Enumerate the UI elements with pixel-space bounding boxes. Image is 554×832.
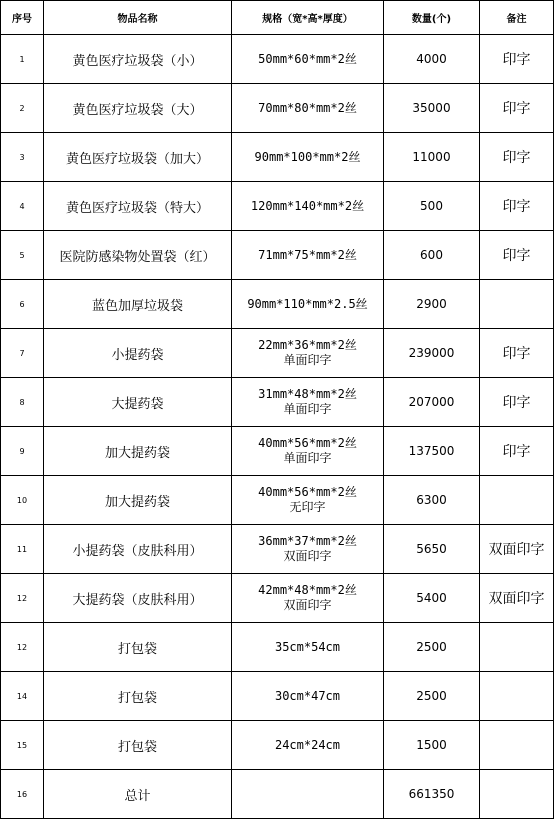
row-number: 15 <box>1 721 44 770</box>
spec-dimensions: 71mm*75*mm*2丝 <box>258 247 357 262</box>
remark: 印字 <box>480 427 554 476</box>
item-name: 黄色医疗垃圾袋（大） <box>44 84 232 133</box>
spec-dimensions: 90mm*100*mm*2丝 <box>254 149 361 164</box>
header-note: 备注 <box>480 1 554 35</box>
remark <box>480 476 554 525</box>
remark: 印字 <box>480 231 554 280</box>
item-name: 大提药袋（皮肤科用） <box>44 574 232 623</box>
spec-cell <box>232 133 384 182</box>
item-name: 打包袋 <box>44 721 232 770</box>
spec-dimensions: 70mm*80*mm*2丝 <box>258 100 357 115</box>
table-row <box>1 133 554 182</box>
table-row <box>1 525 554 574</box>
remark: 双面印字 <box>480 574 554 623</box>
table-row <box>1 427 554 476</box>
row-number: 11 <box>1 525 44 574</box>
quantity: 5400 <box>384 574 480 623</box>
row-number: 9 <box>1 427 44 476</box>
spec-dimensions: 50mm*60*mm*2丝 <box>258 51 357 66</box>
quantity: 2500 <box>384 672 480 721</box>
remark: 印字 <box>480 133 554 182</box>
header-qty: 数量(个) <box>384 1 480 35</box>
spec-cell <box>232 182 384 231</box>
item-name: 总计 <box>44 770 232 819</box>
item-name: 蓝色加厚垃圾袋 <box>44 280 232 329</box>
item-name: 加大提药袋 <box>44 427 232 476</box>
spec-dimensions: 36mm*37*mm*2丝 <box>258 534 357 548</box>
table-row <box>1 84 554 133</box>
quantity: 207000 <box>384 378 480 427</box>
spec-dimensions: 31mm*48*mm*2丝 <box>258 387 357 401</box>
quantity: 2900 <box>384 280 480 329</box>
table-body <box>1 35 554 819</box>
row-number: 5 <box>1 231 44 280</box>
row-number: 10 <box>1 476 44 525</box>
spec-cell <box>232 672 384 721</box>
spec-dimensions: 22mm*36*mm*2丝 <box>258 338 357 352</box>
header-no: 序号 <box>1 1 44 35</box>
row-number: 1 <box>1 35 44 84</box>
spec-cell <box>232 280 384 329</box>
item-name: 黄色医疗垃圾袋（小） <box>44 35 232 84</box>
spec-dimensions: 30cm*47cm <box>274 688 341 703</box>
item-name: 黄色医疗垃圾袋（加大） <box>44 133 232 182</box>
remark: 双面印字 <box>480 525 554 574</box>
quantity: 6300 <box>384 476 480 525</box>
table-row <box>1 182 554 231</box>
row-number: 12 <box>1 623 44 672</box>
spec-print-note: 单面印字 <box>283 402 332 416</box>
table-row <box>1 672 554 721</box>
quantity: 35000 <box>384 84 480 133</box>
remark: 印字 <box>480 84 554 133</box>
remark <box>480 280 554 329</box>
row-number: 14 <box>1 672 44 721</box>
item-name: 加大提药袋 <box>44 476 232 525</box>
table-row <box>1 35 554 84</box>
spec-dimensions: 42mm*48*mm*2丝 <box>258 583 357 597</box>
spec-cell <box>232 329 384 378</box>
row-number: 12 <box>1 574 44 623</box>
row-number: 2 <box>1 84 44 133</box>
spec-dimensions: 90mm*110*mm*2.5丝 <box>247 296 368 311</box>
spec-dimensions: 24cm*24cm <box>274 737 341 752</box>
header-spec: 规格（宽*高*厚度） <box>232 1 384 35</box>
remark <box>480 721 554 770</box>
row-number: 3 <box>1 133 44 182</box>
item-name: 打包袋 <box>44 672 232 721</box>
quantity: 5650 <box>384 525 480 574</box>
spec-dimensions: 40mm*56*mm*2丝 <box>258 436 357 450</box>
spec-dimensions: 120mm*140*mm*2丝 <box>250 198 365 213</box>
spec-cell <box>232 84 384 133</box>
table-row <box>1 476 554 525</box>
remark <box>480 623 554 672</box>
table-row <box>1 623 554 672</box>
quantity: 239000 <box>384 329 480 378</box>
row-number: 16 <box>1 770 44 819</box>
remark <box>480 672 554 721</box>
spec-cell <box>232 476 384 525</box>
spec-print-note: 无印字 <box>289 500 326 514</box>
spec-cell <box>232 378 384 427</box>
quantity: 2500 <box>384 623 480 672</box>
spec-cell <box>232 770 384 819</box>
row-number: 8 <box>1 378 44 427</box>
quantity: 11000 <box>384 133 480 182</box>
row-number: 6 <box>1 280 44 329</box>
table-row <box>1 329 554 378</box>
quantity: 137500 <box>384 427 480 476</box>
spec-print-note: 单面印字 <box>283 353 332 367</box>
header-name: 物品名称 <box>44 1 232 35</box>
item-name: 小提药袋（皮肤科用） <box>44 525 232 574</box>
spec-print-note: 单面印字 <box>283 451 332 465</box>
spec-dimensions: 35cm*54cm <box>274 639 341 654</box>
item-name: 医院防感染物处置袋（红） <box>44 231 232 280</box>
quantity: 600 <box>384 231 480 280</box>
spec-cell <box>232 427 384 476</box>
table-row <box>1 721 554 770</box>
spec-cell <box>232 623 384 672</box>
table-row <box>1 280 554 329</box>
remark: 印字 <box>480 182 554 231</box>
table-row <box>1 770 554 819</box>
item-name: 黄色医疗垃圾袋（特大） <box>44 182 232 231</box>
quantity: 500 <box>384 182 480 231</box>
spec-cell <box>232 525 384 574</box>
spec-print-note: 双面印字 <box>283 549 332 563</box>
remark: 印字 <box>480 378 554 427</box>
spec-cell <box>232 231 384 280</box>
quantity: 661350 <box>384 770 480 819</box>
table-row <box>1 574 554 623</box>
spec-print-note: 双面印字 <box>283 598 332 612</box>
table-header-row <box>1 1 554 35</box>
quantity: 4000 <box>384 35 480 84</box>
row-number: 7 <box>1 329 44 378</box>
spec-cell <box>232 721 384 770</box>
remark <box>480 770 554 819</box>
spec-dimensions: 40mm*56*mm*2丝 <box>258 485 357 499</box>
table-row <box>1 231 554 280</box>
item-name: 打包袋 <box>44 623 232 672</box>
item-name: 大提药袋 <box>44 378 232 427</box>
spec-cell <box>232 574 384 623</box>
spec-cell <box>232 35 384 84</box>
item-name: 小提药袋 <box>44 329 232 378</box>
remark: 印字 <box>480 35 554 84</box>
table-row <box>1 378 554 427</box>
quantity: 1500 <box>384 721 480 770</box>
row-number: 4 <box>1 182 44 231</box>
remark: 印字 <box>480 329 554 378</box>
